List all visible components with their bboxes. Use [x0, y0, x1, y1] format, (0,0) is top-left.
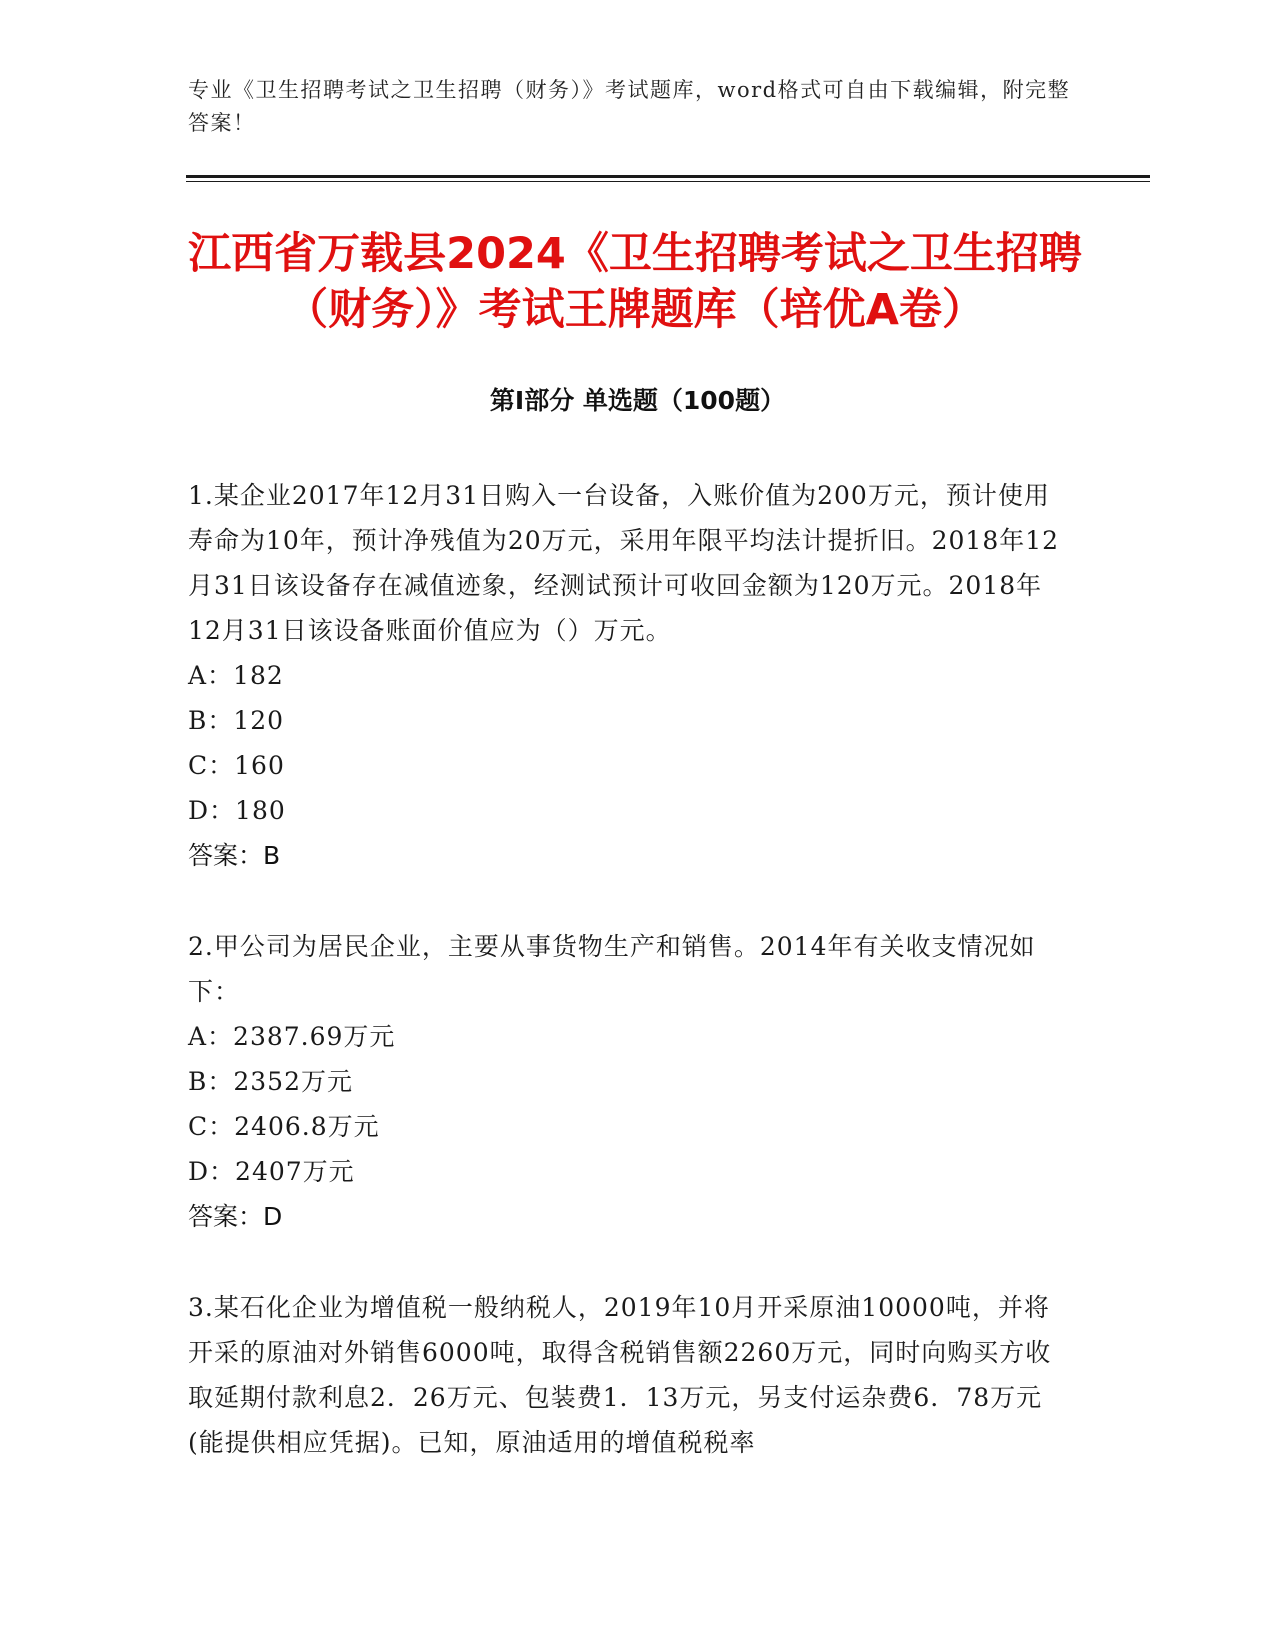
option-d: D：180 [188, 796, 286, 825]
section-heading: 第Ⅰ部分 单选题（100题） [489, 386, 786, 415]
question-stem: 3.某石化企业为增值税一般纳税人，2019年10月开采原油10000吨，并将开采的原油对外销售6000吨，取得含税销售额2260万元，同时向购买方收取延期付款利息2．26万元、包装费1．13万元，另支付运杂费6．78万元(能提供相应凭据)。已知，原油适用的增值税税率 [188, 1293, 1052, 1457]
question-stem: 2.甲公司为居民企业，主要从事货物生产和销售。2014年有关收支情况如下： [188, 932, 1036, 1006]
header-rule-thick [186, 175, 1150, 178]
header-rule-thin [186, 181, 1150, 182]
option-c: C：2406.8万元 [188, 1112, 380, 1141]
question-3 [188, 1285, 1073, 1465]
question-1 [188, 473, 1073, 878]
answer-line: 答案：B [188, 841, 281, 870]
option-c: C：160 [188, 751, 285, 780]
option-b: B：120 [188, 706, 285, 735]
answer-line: 答案：D [188, 1202, 283, 1231]
option-b: B：2352万元 [188, 1067, 353, 1096]
question-list [188, 473, 1073, 1511]
option-a: A：182 [188, 661, 284, 690]
option-a: A：2387.69万元 [188, 1022, 396, 1051]
option-d: D：2407万元 [188, 1157, 355, 1186]
document-title: 江西省万载县2024《卫生招聘考试之卫生招聘（财务）》考试王牌题库（培优A卷） [188, 229, 1082, 335]
question-stem: 1.某企业2017年12月31日购入一台设备，入账价值为200万元，预计使用寿命为10年，预计净残值为20万元，采用年限平均法计提折旧。2018年12月31日该设备存在减值迹象，经测试预计可收回金额为120万元。2018年12月31日该设备账面价值应为（）万元。 [188, 481, 1060, 645]
header-note: 专业《卫生招聘考试之卫生招聘（财务）》考试题库，word格式可自由下载编辑，附完整答案！ [188, 78, 1071, 135]
question-2 [188, 924, 1073, 1239]
